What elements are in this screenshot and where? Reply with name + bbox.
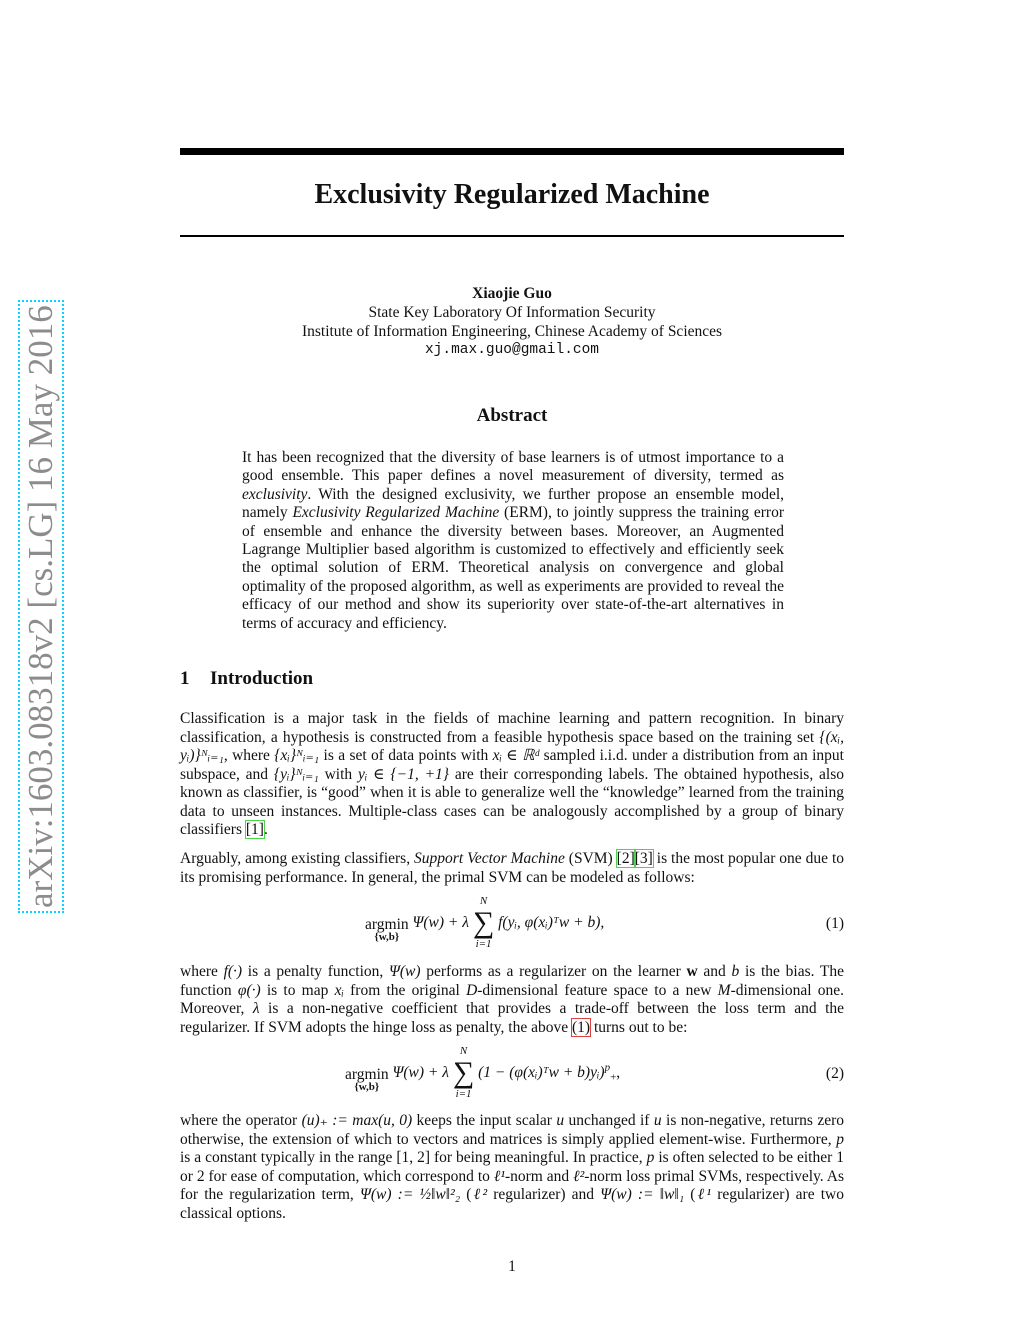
title-bottom-rule <box>180 235 844 237</box>
arxiv-identifier-stamp: arXiv:1603.08318v2 [cs.LG] 16 May 2016 <box>21 305 60 908</box>
title-top-rule <box>180 148 844 155</box>
intro-paragraph-1: Classification is a major task in the fields of machine learning and pattern recognition. In binary classification, a hypothesis is constructed from a feasible hypothesis space based on the training set {(xᵢ, yᵢ)}ᴺᵢ₌₁, where {xᵢ}ᴺᵢ₌₁ is a set of data points with xᵢ ∈ ℝᵈ sampled i.i.d. under a distribution from an input subspace, and {yᵢ}ᴺᵢ₌₁ with yᵢ ∈ {−1, +1} are their corresponding labels. The obtained hypothesis, also known as classifier, is “good” when it is able to generalize well the “knowledge” learned from the training data to unseen instances. Multiple-class cases can be analogously accomplished by a group of binary classifiers [1]. <box>180 710 844 838</box>
paper-title: Exclusivity Regularized Machine <box>314 179 710 210</box>
equation-reference-link[interactable]: (1) <box>572 1018 591 1036</box>
intro-paragraph-2: Arguably, among existing classifiers, Support Vector Machine (SVM) [2][3] is the most popular one due to its promising performance. In general, the primal SVM can be modeled as follows: <box>180 850 845 886</box>
intro-paragraph-4: where the operator (u)₊ := max(u, 0) keeps the input scalar u unchanged if u is non-negative, returns zero otherwise, the extension of which to vectors and matrices is simply applied element-wise. Furthermore, p is a constant typically in the range [1, 2] for being meaningful. In practice, p is often selected to be either 1 or 2 for ease of computation, which correspond to ℓ¹-norm and ℓ²-norm loss primal SVMs, respectively. As for the regularization term, Ψ(w) := ½‖w‖²₂ (ℓ² regularizer) and Ψ(w) := ‖w‖₁ (ℓ¹ regularizer) are two classical options. <box>180 1112 845 1222</box>
equation-number: (1) <box>825 915 844 932</box>
page-number: 1 <box>508 1258 516 1275</box>
author-affiliation-2: Institute of Information Engineering, Chinese Academy of Sciences <box>301 323 723 340</box>
author-email[interactable]: xj.max.guo@gmail.com <box>424 342 600 358</box>
equation-2: argmin {w,b} Ψ(w) + λ N ∑ i=1 (1 − (φ(xᵢ)ᵀw + b)yᵢ)$^p_+$, (2) <box>345 1045 844 1100</box>
author-name: Xiaojie Guo <box>472 285 552 302</box>
citation-link[interactable]: [1] <box>245 821 264 838</box>
author-affiliation-1: State Key Laboratory Of Information Security <box>368 304 656 321</box>
equation-number: (2) <box>825 1065 844 1082</box>
citation-link[interactable]: [2] <box>616 850 635 867</box>
citation-link[interactable]: [3] <box>634 850 653 867</box>
abstract-heading: Abstract <box>476 405 548 426</box>
intro-paragraph-3: where f(·) is a penalty function, Ψ(w) performs as a regularizer on the learner w and b is the bias. The function φ(·) is to map xᵢ from the original D-dimensional feature space to a new M-dimensional one. Moreover, λ is a non-negative coefficient that provides a trade-off between the loss term and the regularizer. If SVM adopts the hinge loss as penalty, the above (1) turns out to be: <box>180 963 844 1036</box>
author-block <box>180 284 844 360</box>
section-heading: 1 Introduction <box>180 668 314 689</box>
equation-1: argmin {w,b} Ψ(w) + λ N ∑ i=1 f(yᵢ, φ(xᵢ)ᵀw + b), (1) <box>365 895 844 950</box>
abstract-text: It has been recognized that the diversity of base learners is of utmost importance to a good ensemble. This paper defines a novel measurement of diversity, termed as exclusivity. With the designed exclusivity, we further propose an ensemble model, namely Exclusivity Regularized Machine (ERM), to jointly suppress the training error of ensemble and enhance the diversity between bases. Moreover, an Augmented Lagrange Multiplier based algorithm is customized to effectively and efficiently seek the optimal solution of ERM. Theoretical analysis on convergence and global optimality of the proposed algorithm, as well as experiments are provided to reveal the efficacy of our method and show its superiority over state-of-the-art alternatives in terms of accuracy and efficiency. <box>242 449 784 632</box>
